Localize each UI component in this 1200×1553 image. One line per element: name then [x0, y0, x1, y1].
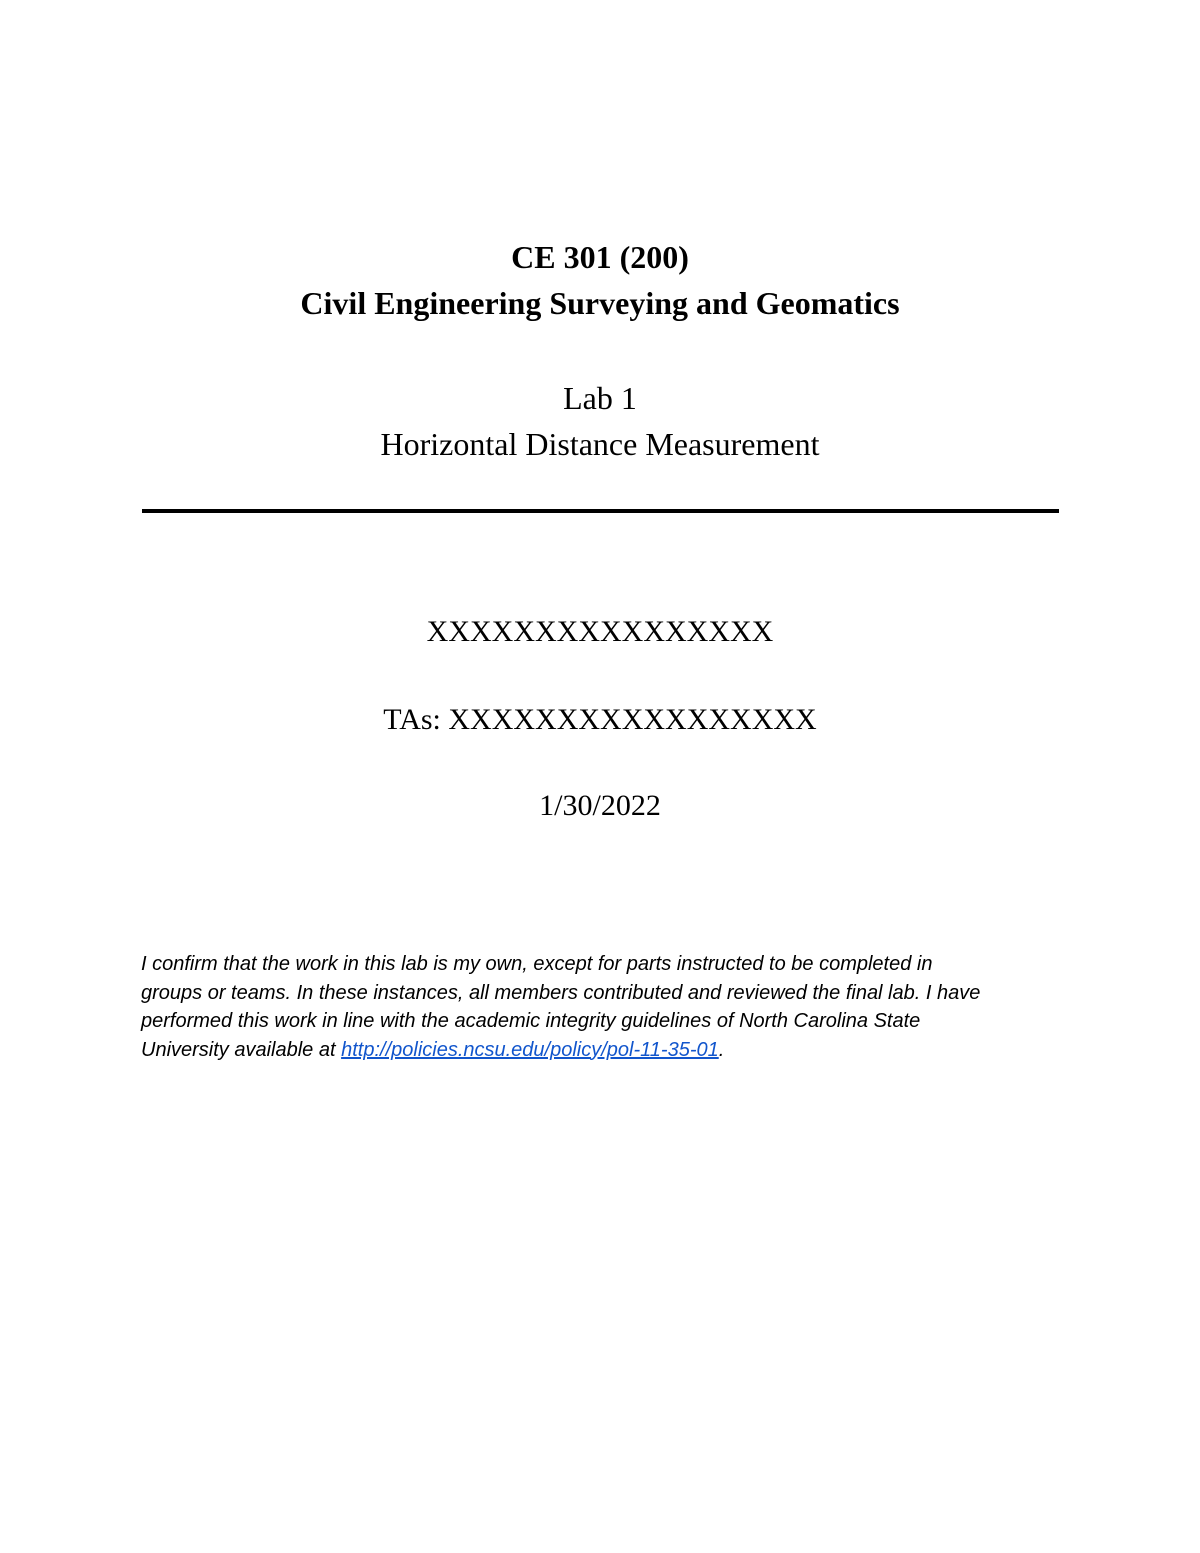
statement-line-4: [141, 1036, 1081, 1065]
statement-line-4-suffix: .: [718, 1038, 725, 1061]
ta-names: XXXXXXXXXXXXXXXXX: [448, 703, 817, 736]
statement-line-1: I confirm that the work in this lab is my own, except for parts instructed to be completed in: [141, 953, 933, 975]
integrity-statement: [141, 950, 1081, 1064]
student-name: XXXXXXXXXXXXXXXX: [426, 615, 774, 648]
policy-link[interactable]: http://policies.ncsu.edu/policy/pol-11-35-01: [341, 1038, 719, 1061]
statement-line-2: groups or teams. In these instances, all members contributed and reviewed the final lab. I have: [141, 981, 981, 1004]
report-date: 1/30/2022: [539, 789, 661, 822]
horizontal-divider: [142, 509, 1059, 513]
course-name: Civil Engineering Surveying and Geomatics: [300, 285, 900, 321]
statement-line-3: performed this work in line with the academic integrity guidelines of North Carolina State: [141, 1010, 921, 1032]
statement-line-4-prefix: University available at: [141, 1038, 342, 1061]
lab-title: Horizontal Distance Measurement: [380, 426, 820, 462]
lab-number: Lab 1: [563, 380, 637, 416]
ta-label: TAs:: [383, 703, 449, 736]
ta-line: [0, 700, 1200, 740]
course-code: CE 301 (200): [511, 239, 689, 275]
